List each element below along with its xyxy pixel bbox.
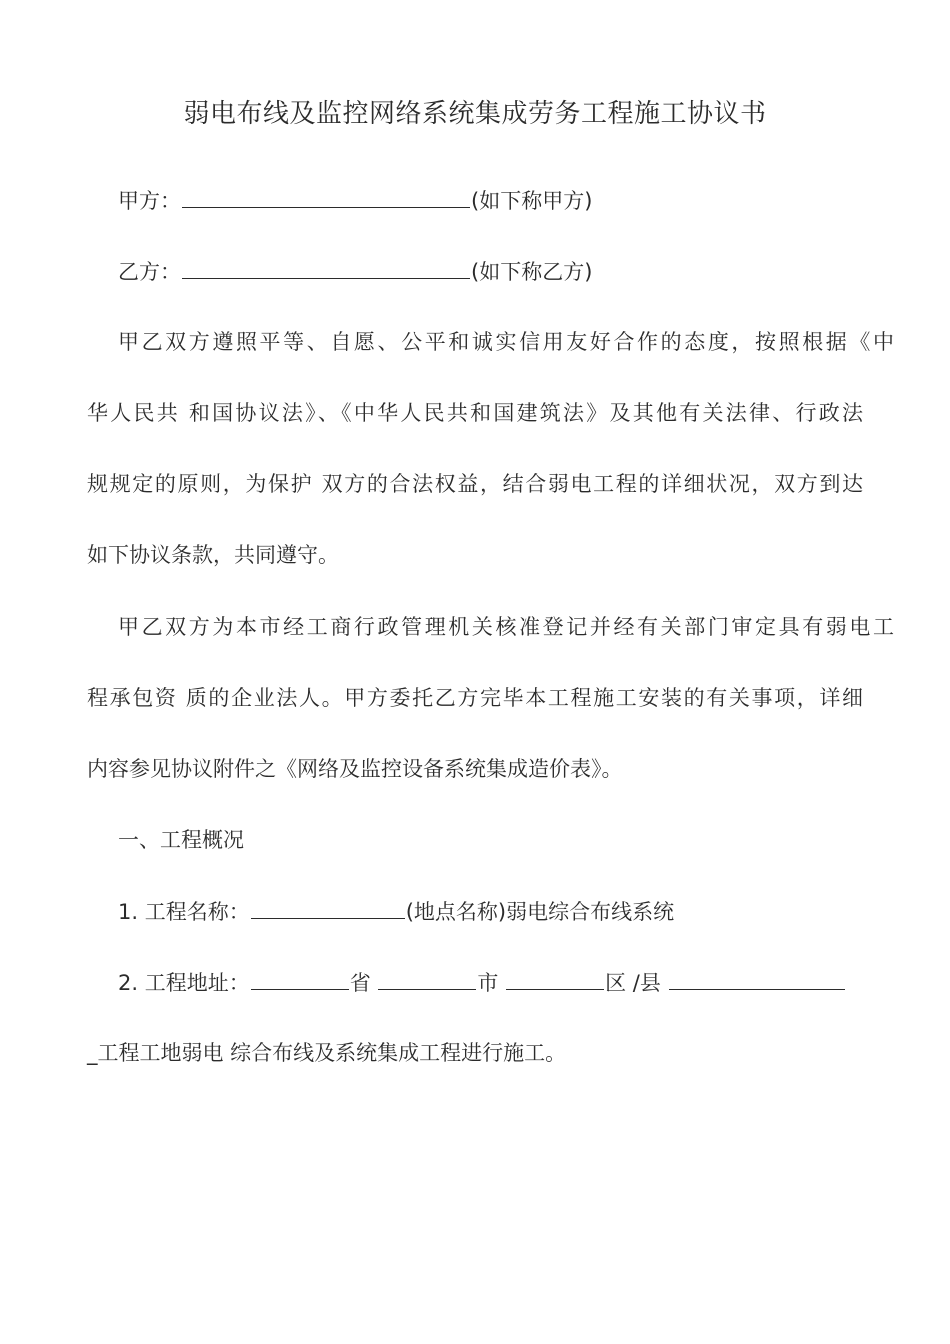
para1-line1: 甲乙双方遵照平等、自愿、公平和诚实信用友好合作的态度，按照根据《中 <box>118 330 894 354</box>
para1-line4: 如下协议条款，共同遵守。 <box>87 543 339 567</box>
para2-line2: 程承包资 质的企业法人。甲方委托乙方完毕本工程施工安装的有关事项，详细 <box>87 686 863 710</box>
project-name-line <box>87 896 894 927</box>
party-a-label: 甲方： <box>118 189 181 213</box>
district-label: 区 /县 <box>605 971 661 995</box>
para2-line1: 甲乙双方为本市经工商行政管理机关核准登记并经有关部门审定具有弱电工 <box>118 615 894 639</box>
para1-line3: 规规定的原则，为保护 双方的合法权益，结合弱电工程的详细状况，双方到达 <box>87 472 863 496</box>
project-address-label: 2. 工程地址： <box>118 971 250 995</box>
project-address-line2: _工程工地弱电 综合布线及系统集成工程进行施工。 <box>87 1041 567 1065</box>
document-title: 弱电布线及监控网络系统集成劳务工程施工协议书 <box>183 99 767 129</box>
para1-line2: 华人民共 和国协议法》、《中华人民共和国建筑法》及其他有关法律、行政法 <box>87 401 863 425</box>
district-blank <box>506 967 604 990</box>
party-a-suffix: (如下称甲方) <box>471 189 593 213</box>
project-name-label: 1. 工程名称： <box>118 900 250 924</box>
city-blank <box>378 967 476 990</box>
project-name-suffix: (地点名称)弱电综合布线系统 <box>405 900 675 924</box>
party-b-label: 乙方： <box>118 260 181 284</box>
party-b-suffix: (如下称乙方) <box>471 260 593 284</box>
project-address-line <box>87 967 894 998</box>
party-b-line <box>87 256 894 287</box>
project-name-blank <box>251 896 405 919</box>
province-label: 省 <box>349 971 371 995</box>
section1-heading: 一、工程概况 <box>118 828 244 852</box>
para2-line3: 内容参见协议附件之《网络及监控设备系统集成造价表》。 <box>87 757 623 781</box>
party-a-blank <box>182 185 470 208</box>
county-blank <box>669 967 845 990</box>
province-blank <box>251 967 349 990</box>
party-a-line <box>87 185 894 216</box>
party-b-blank <box>182 256 470 279</box>
city-label: 市 <box>477 971 499 995</box>
